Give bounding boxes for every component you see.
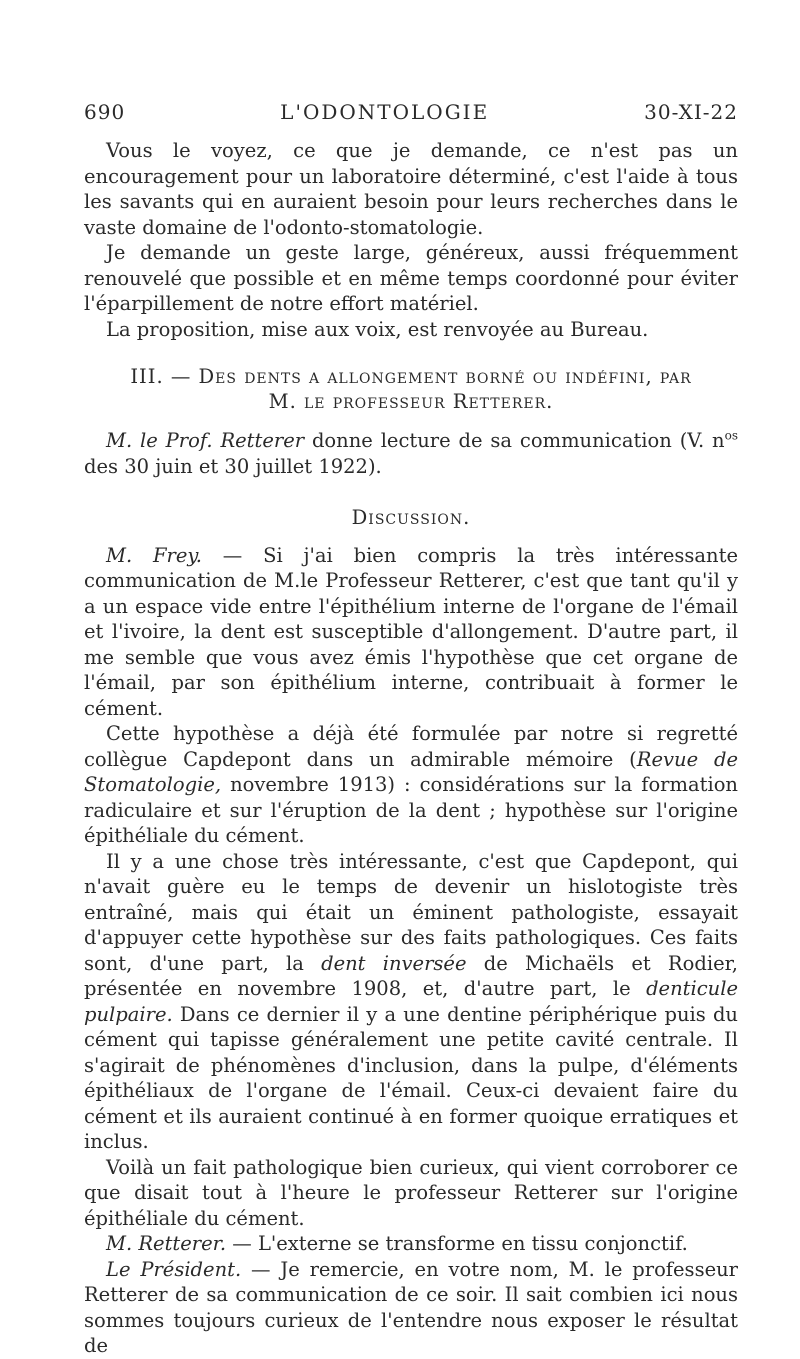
- p4-text-after: des 30 juin et 30 juillet 1922).: [84, 454, 382, 478]
- term-denticule-pulpaire: denticule pulpaire.: [84, 977, 738, 1026]
- paragraph-9: [84, 1231, 738, 1257]
- p7-mid: de Michaëls et Rodier, présentée en novembre 1908, et, d'autre part, le: [84, 951, 738, 1000]
- p10-text: — Je remercie, en votre nom, M. le professeur Retterer de sa communication de ce soir. Il sait combien ici nous sommes toujours curieux de l'entendre nous exposer le résultat de: [84, 1257, 738, 1357]
- paragraph-10: [84, 1257, 738, 1359]
- paragraph-1: Vous le voyez, ce que je demande, ce n'est pas un encouragement pour un laboratoire déterminé, c'est l'aide à tous les savants qui en auraient besoin pour leurs recherches dans le vaste domaine de l'odonto-stomatologie.: [84, 139, 738, 239]
- p6-after: novembre 1913) : considérations sur la formation radiculaire et sur l'éruption de la dent ; hypothèse sur l'origine épithéliale du cément.: [84, 773, 738, 847]
- discussion-heading: Discussion.: [351, 506, 471, 529]
- paragraph-6: [84, 721, 738, 849]
- p9-text: — L'externe se transforme en tissu conjonctif.: [226, 1232, 688, 1255]
- paragraph-5: [84, 543, 738, 722]
- issue-date: 30-XI-22: [644, 100, 738, 124]
- speaker-retterer: M. Retterer.: [106, 1232, 227, 1255]
- p4-superscript: os: [724, 428, 738, 443]
- p7-before: Il y a une chose très intéressante, c'est que Capdepont, qui n'avait guère eu le temps de devenir un hislotogiste très entraîné, mais qui était un éminent pathologiste, essayait d'appuyer cette hypothèse sur des faits pathologiques. Ces faits sont, d'une part, la: [84, 849, 738, 975]
- speaker-president: Le Président.: [106, 1257, 242, 1281]
- section-title-line: III. — Des dents a allongement borné ou indéfini, par: [130, 365, 692, 388]
- section-title: [84, 364, 738, 414]
- paragraph-3: La proposition, mise aux voix, est renvoyée au Bureau.: [106, 317, 649, 341]
- p7-after: Dans ce dernier il y a une dentine périphérique puis du cément qui tapisse généralement une petite cavité centrale. Il s'agirait de phénomènes d'inclusion, dans la pulpe, d'éléments épithéliaux de l'organe de l'émail. Ceux-ci devaient faire du cément et ils auraient continué à en former quoique erratiques et inclus.: [84, 1002, 738, 1153]
- paragraph-7: [84, 849, 738, 1155]
- journal-title: L'ODONTOLOGIE: [280, 100, 490, 124]
- p4-text-before: donne lecture de sa communication (V. n: [304, 429, 725, 452]
- speaker-frey: M. Frey.: [106, 543, 202, 567]
- running-header: [84, 100, 738, 124]
- speaker-retterer-prof: M. le Prof. Retterer: [106, 429, 305, 452]
- p5-text: — Si j'ai bien compris la très intéressante communication de M.le Professeur Retterer, c'est que tant qu'il y a un espace vide entre l'épithélium interne de l'organe de l'émail et l'ivoire, la dent est susceptible d'allongement. D'autre part, il me semble que vous avez émis l'hypothèse que cet organe de l'émail, par son épithélium interne, contribuait à former le cément.: [84, 543, 738, 720]
- journal-reference: Revue de Stomatologie,: [84, 747, 739, 796]
- paragraph-4: [84, 428, 738, 479]
- paragraph-8: Voilà un fait pathologique bien curieux, qui vient corroborer ce que disait tout à l'heure le professeur Retterer sur l'origine épithéliale du cément.: [84, 1155, 738, 1230]
- term-dent-inversee: dent inversée: [321, 951, 467, 975]
- p6-before: Cette hypothèse a déjà été formulée par notre si regretté collègue Capdepont dans un admirable mémoire (: [84, 722, 738, 771]
- section-author-line: M. le professeur Retterer.: [268, 390, 554, 413]
- paragraph-2: Je demande un geste large, généreux, aussi fréquemment renouvelé que possible et en même temps coordonné pour éviter l'éparpillement de notre effort matériel.: [84, 241, 738, 315]
- body-text: [84, 138, 738, 1359]
- page-number: 690: [84, 100, 126, 124]
